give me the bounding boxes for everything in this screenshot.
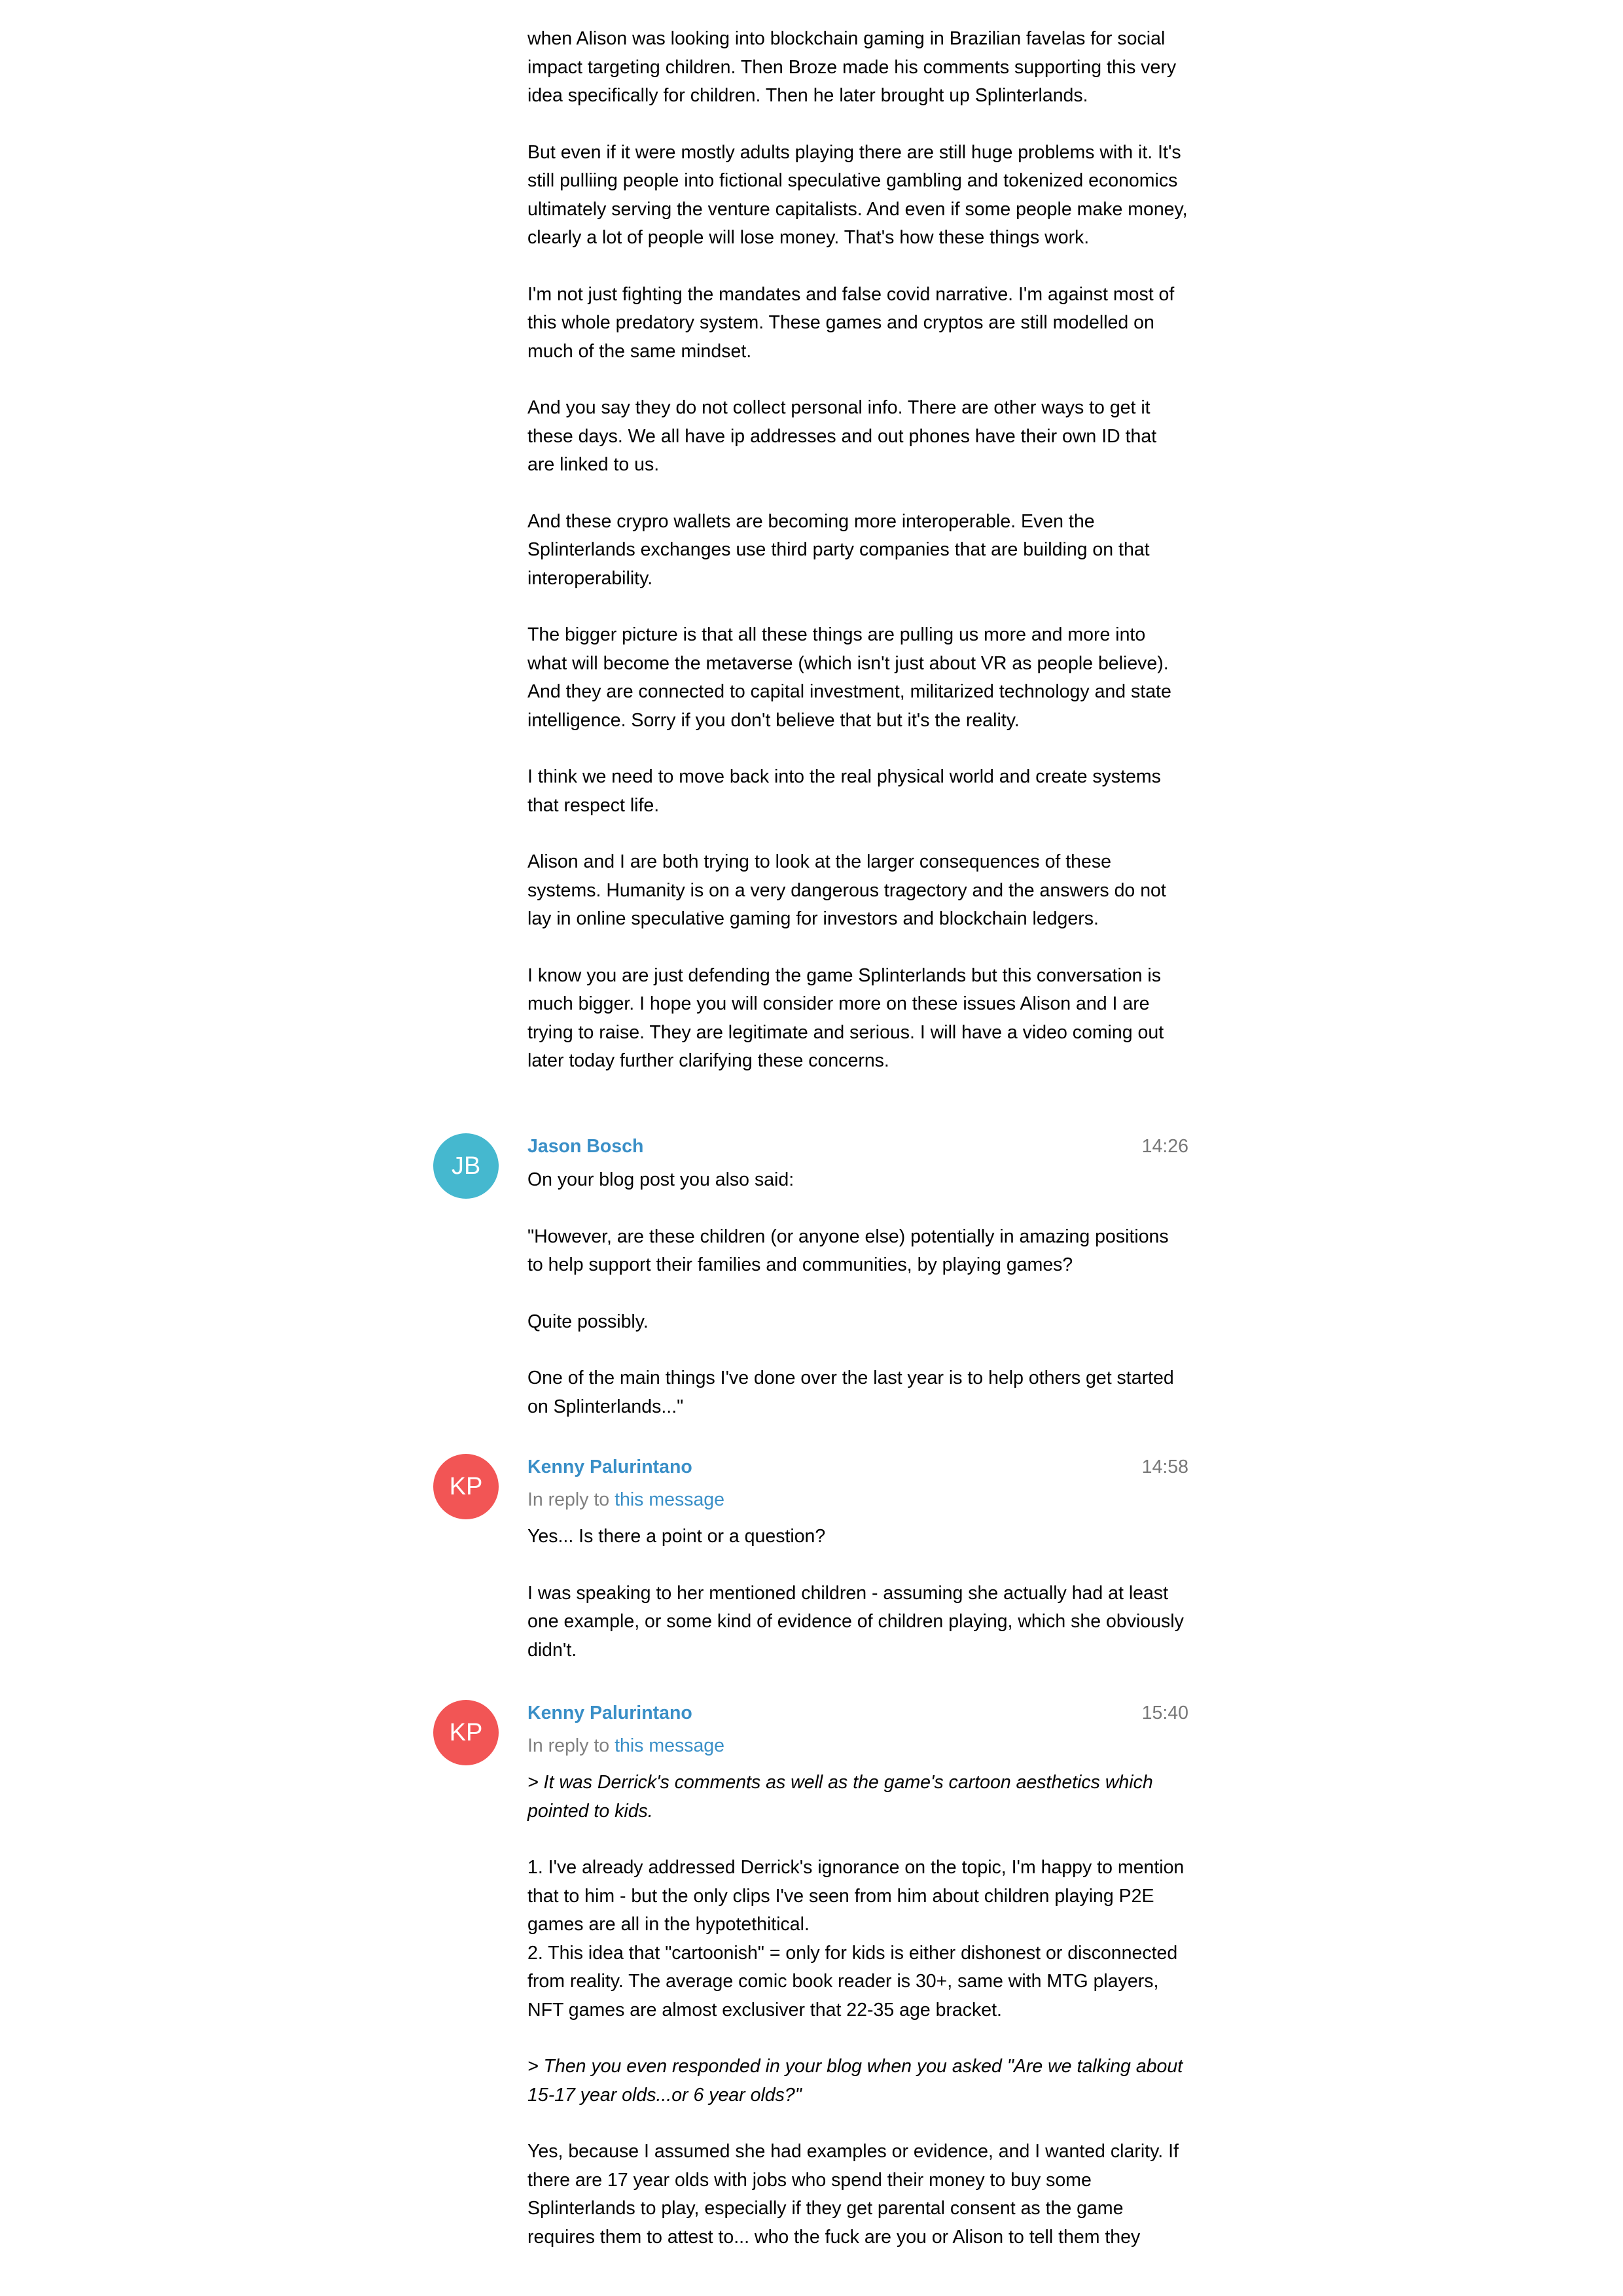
avatar: KP bbox=[433, 1700, 499, 1765]
quoted-paragraph: > Then you even responded in your blog when you asked "Are we talking about 15-17 year olds...or 6 year olds?" bbox=[527, 2056, 1188, 2106]
quoted-paragraph: > It was Derrick's comments as well as the game's cartoon aesthetics which pointed to kids. bbox=[527, 1772, 1158, 1822]
continued-message-text bbox=[527, 25, 1193, 1104]
message-body bbox=[527, 1700, 1188, 2280]
reply-prefix: In reply to bbox=[527, 1735, 610, 1756]
message-paragraph: On your blog post you also said: bbox=[527, 1169, 794, 1190]
reply-message-link[interactable]: this message bbox=[615, 1489, 724, 1510]
message-paragraph: Alison and I are both trying to look at the larger consequences of these systems. Humanity is on a very dangerous tragectory and the answers do not lay in online speculative gaming for investors and blockchain ledgers. bbox=[527, 851, 1171, 929]
message-text bbox=[527, 1166, 1188, 1421]
message-paragraph: I'm not just fighting the mandates and false covid narrative. I'm against most of this whole predatory system. These games and cryptos are still modelled on much of the same mindset. bbox=[527, 283, 1180, 362]
reply-message-link[interactable]: this message bbox=[615, 1735, 724, 1756]
message-text bbox=[527, 1523, 1188, 1665]
message-paragraph: Quite possibly. bbox=[527, 1311, 649, 1332]
reply-prefix: In reply to bbox=[527, 1489, 610, 1510]
avatar: KP bbox=[433, 1454, 499, 1519]
avatar: JB bbox=[433, 1133, 499, 1199]
message-paragraph: when Alison was looking into blockchain gaming in Brazilian favelas for social impact targeting children. Then Broze made his comments supporting this very idea specifically for children. Then he later brought up Splinterlands. bbox=[527, 28, 1182, 106]
message-paragraph: Yes, because I assumed she had examples or evidence, and I wanted clarity. If there are 17 year olds with jobs who spend their money to buy some Splinterlands to play, especially if they get parental consent as the game requires them to attest to... who the fuck are you or Alison to tell them they bbox=[527, 2141, 1184, 2248]
author-name[interactable]: Kenny Palurintano bbox=[527, 1457, 692, 1477]
message-paragraph: And you say they do not collect personal info. There are other ways to get it these days. We all have ip addresses and out phones have their own ID that are linked to us. bbox=[527, 397, 1162, 475]
author-name[interactable]: Kenny Palurintano bbox=[527, 1703, 692, 1723]
message-time: 14:26 bbox=[1141, 1136, 1188, 1157]
message-paragraph: "However, are these children (or anyone else) potentially in amazing positions to help support their families and communities, by playing games? bbox=[527, 1226, 1174, 1275]
message-paragraph: The bigger picture is that all these things are pulling us more and more into what will become the metaverse (which isn't just about VR as people believe). And they are connected to capital investment, militarized technology and state intelligence. Sorry if you don't believe that but it's the reality. bbox=[527, 624, 1177, 731]
message-paragraph: I know you are just defending the game Splinterlands but this conversation is much bigger. I hope you will consider more on these issues Alison and I are trying to raise. They are legitimate and serious. I will have a video coming out later today further clarifying these concerns. bbox=[527, 964, 1169, 1071]
message-time: 14:58 bbox=[1141, 1457, 1188, 1477]
message-header bbox=[527, 1133, 1188, 1166]
message-time: 15:40 bbox=[1141, 1703, 1188, 1723]
message-paragraph: But even if it were mostly adults playing there are still huge problems with it. It's still pulliing people into fictional speculative gambling and tokenized economics ultimately serving the venture capitalists. And even if some people make money, clearly a lot of people will lose money. That's how these things work. bbox=[527, 141, 1193, 248]
message-paragraph: Yes... Is there a point or a question? bbox=[527, 1526, 826, 1547]
message-header bbox=[527, 1700, 1188, 1733]
message-body bbox=[527, 1133, 1188, 1449]
message-paragraph: 1. I've already addressed Derrick's ignorance on the topic, I'm happy to mention that to him - but the only clips I've seen from him about children playing P2E games are all in the hypotethitical. 2. This idea that "cartoonish" = only for kids is either dishonest or disconnected from reality. The average comic book reader is 30+, same with MTG players, NFT games are almost exclusiver that 22-35 age bracket. bbox=[527, 1857, 1185, 2021]
message-body bbox=[527, 1454, 1188, 1693]
author-name[interactable]: Jason Bosch bbox=[527, 1136, 644, 1157]
message-paragraph: One of the main things I've done over the last year is to help others get started on Splinterlands..." bbox=[527, 1368, 1179, 1417]
reply-reference bbox=[527, 1487, 1188, 1523]
message-paragraph: I was speaking to her mentioned children - assuming she actually had at least one example, or some kind of evidence of children playing, which she obviously didn't. bbox=[527, 1582, 1189, 1661]
message-paragraph: And these crypro wallets are becoming more interoperable. Even the Splinterlands exchanges use third party companies that are building on that interoperability. bbox=[527, 510, 1155, 589]
message-text bbox=[527, 1769, 1188, 2252]
reply-reference bbox=[527, 1733, 1188, 1769]
message-header bbox=[527, 1454, 1188, 1487]
message-paragraph: I think we need to move back into the real physical world and create systems that respect life. bbox=[527, 766, 1166, 816]
